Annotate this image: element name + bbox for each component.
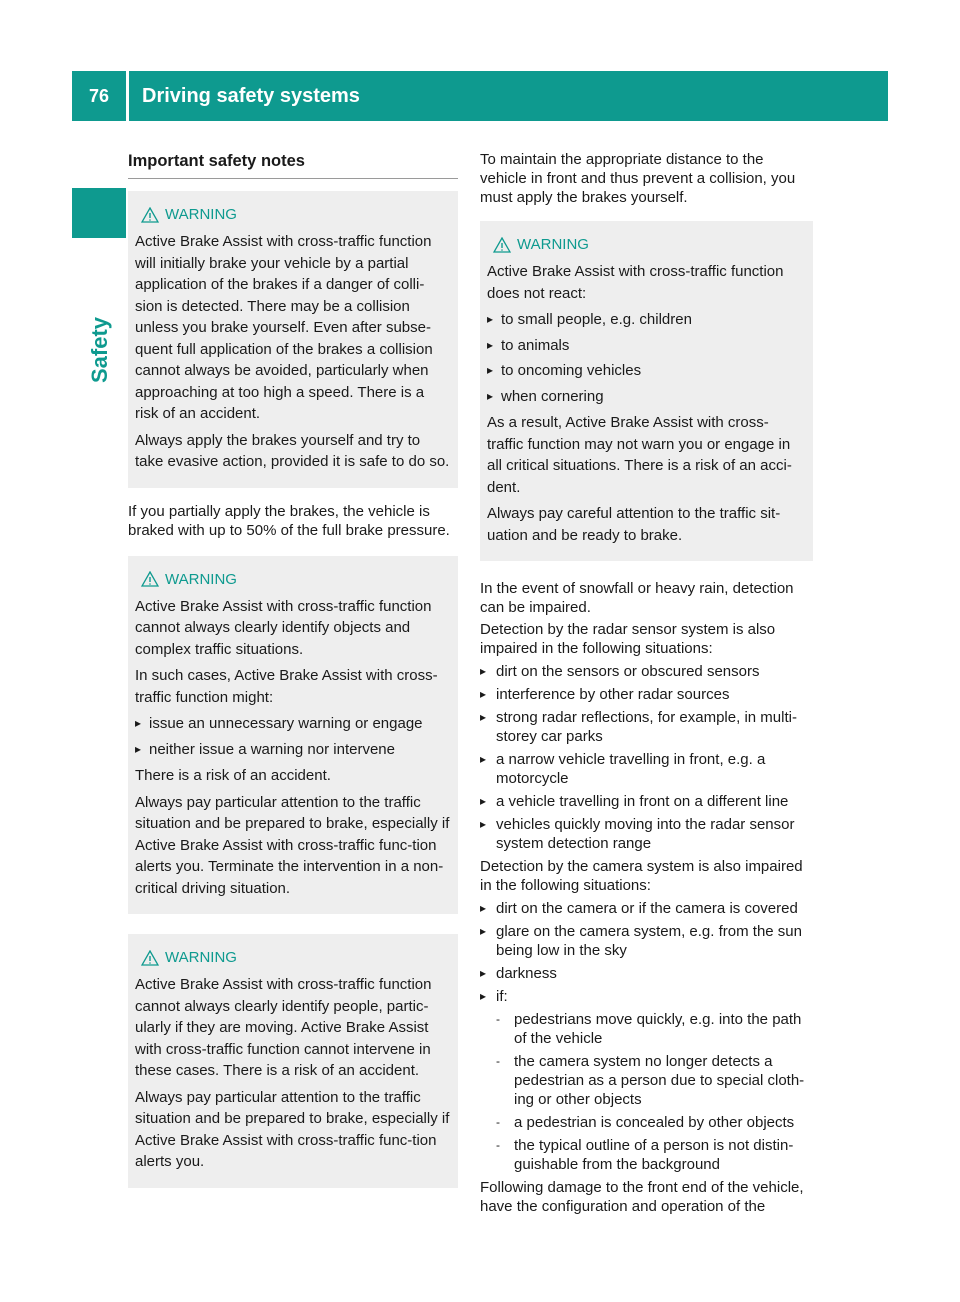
warning-title (135, 948, 450, 967)
warning-triangle-icon (141, 950, 159, 966)
list-item: ▸ a vehicle travelling in front on a different line (480, 792, 813, 811)
warning-text: Active Brake Assist with cross-traffic function does not react: (487, 263, 784, 302)
list-item: ▸ issue an unnecessary warning or engage (135, 713, 450, 735)
side-tab-marker (72, 188, 126, 238)
warning-triangle-icon (493, 237, 511, 253)
list-item: ▸ vehicles quickly moving into the radar sensor system detection range (480, 815, 813, 853)
list-item: ▸ to oncoming vehicles (487, 360, 805, 382)
sub-list-item: - the typical outline of a person is not distin-guishable from the background (496, 1136, 813, 1174)
list-item: ▸ strong radar reflections, for example, in multi-storey car parks (480, 708, 813, 746)
left-column (128, 150, 458, 1202)
warning-list (487, 309, 805, 407)
body-text: Detection by the camera system is also impaired in the following situations: (480, 858, 803, 894)
warning-text: As a result, Active Brake Assist with cross-traffic function may not warn you or engage in all critical situations. There is a risk of an acci-dent. (487, 414, 792, 496)
body-text: To maintain the appropriate distance to the vehicle in front and thus prevent a collision, you must apply the brakes yourself. (480, 151, 796, 206)
list-item: ▸ neither issue a warning nor intervene (135, 739, 450, 761)
warning-text: Always pay careful attention to the traffic sit-uation and be ready to brake. (487, 505, 781, 544)
warning-title-text: WARNING (165, 570, 237, 588)
warning-text: Always apply the brakes yourself and try to take evasive action, provided it is safe to do so. (135, 431, 450, 470)
sub-list-item: - the camera system no longer detects a pedestrian as a person due to special cloth-ing or other objects (496, 1052, 813, 1109)
warning-title (135, 570, 450, 589)
warning-box (480, 221, 813, 561)
warning-text: Active Brake Assist with cross-traffic function cannot always clearly identify people, partic-ularly if they are moving. Active Brake Assist with cross-traffic function cannot intervene in these cases. There is a risk of an accident. (135, 976, 432, 1079)
list-item (480, 987, 813, 1174)
if-sublist (496, 1010, 813, 1174)
list-item: ▸ when cornering (487, 386, 805, 408)
warning-box (128, 556, 458, 915)
page-number: 76 (88, 85, 110, 106)
warning-text: Active Brake Assist with cross-traffic function will initially brake your vehicle by a partial application of the brakes if a danger of colli-sion is detected. There may be a collision unless you brake yourself. Even after subse-quent full application of the brakes a collision cannot always be avoided, particularly when approaching at too high a speed. There is a risk of an accident. (135, 233, 433, 422)
list-item: ▸ to small people, e.g. children (487, 309, 805, 331)
list-item: ▸ to animals (487, 335, 805, 357)
header-divider (126, 71, 129, 121)
list-item: ▸ dirt on the sensors or obscured sensors (480, 662, 813, 681)
warning-text: Always pay particular attention to the traffic situation and be prepared to brake, especially if Active Brake Assist with cross-traffic func-tion alerts you. (135, 1088, 450, 1170)
warning-title (135, 205, 450, 224)
radar-impairment-list (480, 662, 813, 853)
warning-title-text: WARNING (517, 236, 589, 253)
warning-text: In such cases, Active Brake Assist with cross-traffic function might: (135, 667, 438, 706)
body-text: In the event of snowfall or heavy rain, detection can be impaired. (480, 580, 794, 616)
list-item-label: if: (496, 988, 508, 1005)
body-text: Following damage to the front end of the vehicle, have the configuration and operation of the (480, 1179, 804, 1215)
warning-box (128, 934, 458, 1188)
list-item: ▸ glare on the camera system, e.g. from the sun being low in the sky (480, 922, 813, 960)
right-column (480, 150, 813, 1216)
warning-title-text: WARNING (165, 949, 237, 966)
warning-text: There is a risk of an accident. (135, 767, 331, 784)
chapter-title: Driving safety systems (142, 84, 360, 107)
warning-title-text: WARNING (165, 206, 237, 223)
sub-list-item: - a pedestrian is concealed by other objects (496, 1113, 813, 1132)
body-text: Detection by the radar sensor system is also impaired in the following situations: (480, 621, 776, 657)
warning-list (135, 713, 450, 760)
camera-impairment-list (480, 899, 813, 1174)
warning-triangle-icon (141, 571, 159, 587)
sub-list-item: - pedestrians move quickly, e.g. into the path of the vehicle (496, 1010, 813, 1048)
list-item: ▸ interference by other radar sources (480, 685, 813, 704)
warning-triangle-icon (141, 207, 159, 223)
body-text: If you partially apply the brakes, the vehicle is braked with up to 50% of the full brake pressure. (128, 502, 450, 539)
list-item: ▸ a narrow vehicle travelling in front, e.g. a motorcycle (480, 750, 813, 788)
warning-text: Always pay particular attention to the traffic situation and be prepared to brake, especially if Active Brake Assist with cross-traffic func-tion alerts you. Terminate the intervention in a non-critical driving situation. (135, 793, 450, 897)
list-item: ▸ dirt on the camera or if the camera is covered (480, 899, 813, 918)
section-title: Important safety notes (128, 152, 458, 179)
warning-title (487, 235, 805, 254)
warning-text: Active Brake Assist with cross-traffic function cannot always clearly identify objects and complex traffic situations. (135, 597, 432, 658)
list-item: ▸ darkness (480, 964, 813, 983)
side-tab-label: Safety (87, 316, 112, 384)
warning-box (128, 191, 458, 488)
